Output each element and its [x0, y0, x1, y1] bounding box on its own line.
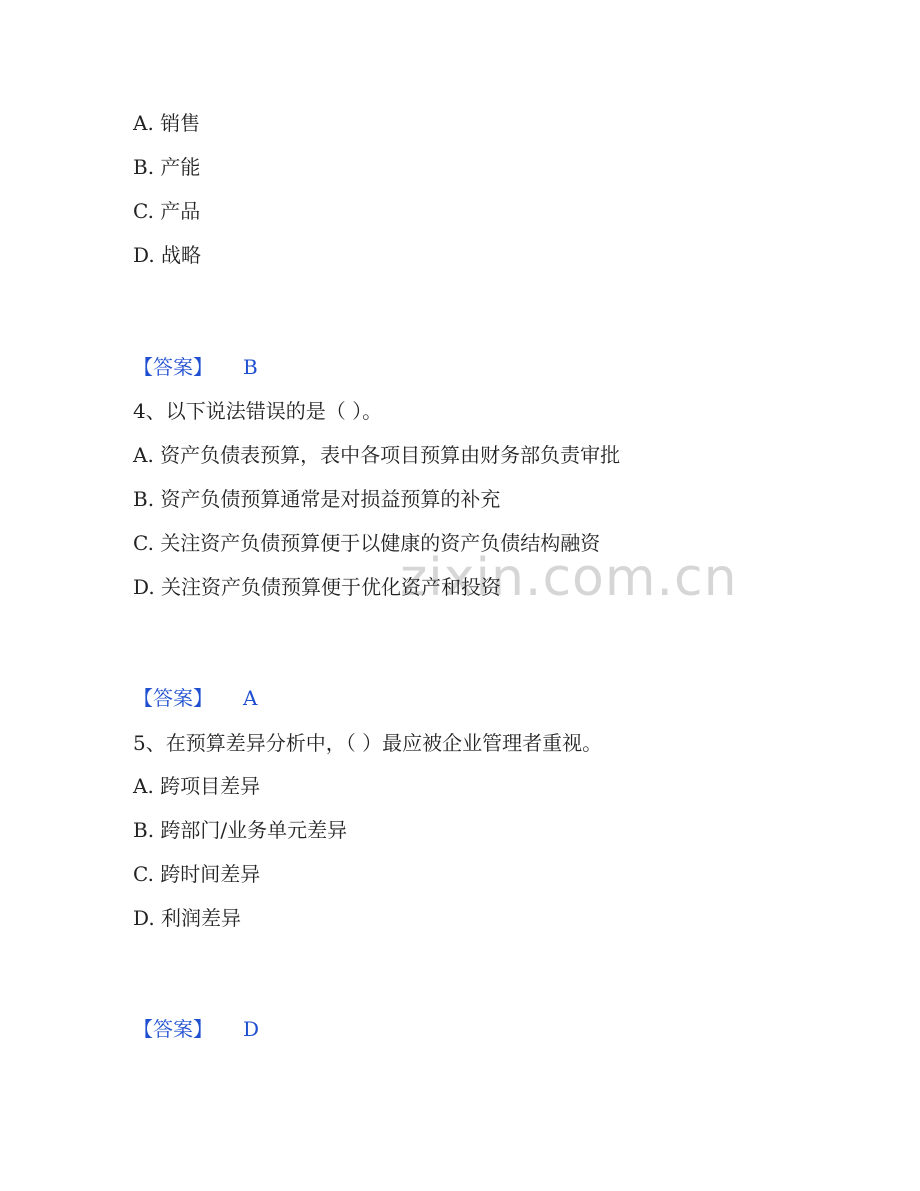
option-d: D. 战略 [133, 243, 202, 267]
option-c: C. 产品 [133, 199, 201, 223]
answer-value: B [243, 355, 258, 379]
q5-answer-row [133, 1017, 259, 1041]
q4-answer-label: 【答案】 [133, 686, 213, 710]
q4-option-a: A. 资产负债表预算，表中各项目预算由财务部负责审批 [133, 443, 621, 467]
q5-option-b: B. 跨部门/业务单元差异 [133, 818, 348, 842]
answer-label: 【答案】 [133, 355, 213, 379]
q4-option-c: C. 关注资产负债预算便于以健康的资产负债结构融资 [133, 531, 601, 555]
q4-option-d: D. 关注资产负债预算便于优化资产和投资 [133, 575, 502, 599]
q4-answer-value: A [243, 686, 258, 710]
q5-option-c: C. 跨时间差异 [133, 862, 261, 886]
q4-answer-row [133, 686, 257, 710]
watermark: zixin.com.cn [400, 548, 738, 608]
q5-answer-label: 【答案】 [133, 1017, 213, 1041]
option-b: B. 产能 [133, 155, 201, 179]
answer-row [133, 355, 258, 379]
q4-option-b: B. 资产负债预算通常是对损益预算的补充 [133, 487, 501, 511]
q5-option-d: D. 利润差异 [133, 906, 242, 930]
option-a: A. 销售 [133, 111, 201, 135]
question-5: 5、在预算差异分析中，（ ）最应被企业管理者重视。 [133, 731, 603, 755]
question-4: 4、以下说法错误的是（ ）。 [133, 399, 383, 423]
q5-option-a: A. 跨项目差异 [133, 774, 261, 798]
q5-answer-value: D [243, 1017, 260, 1041]
